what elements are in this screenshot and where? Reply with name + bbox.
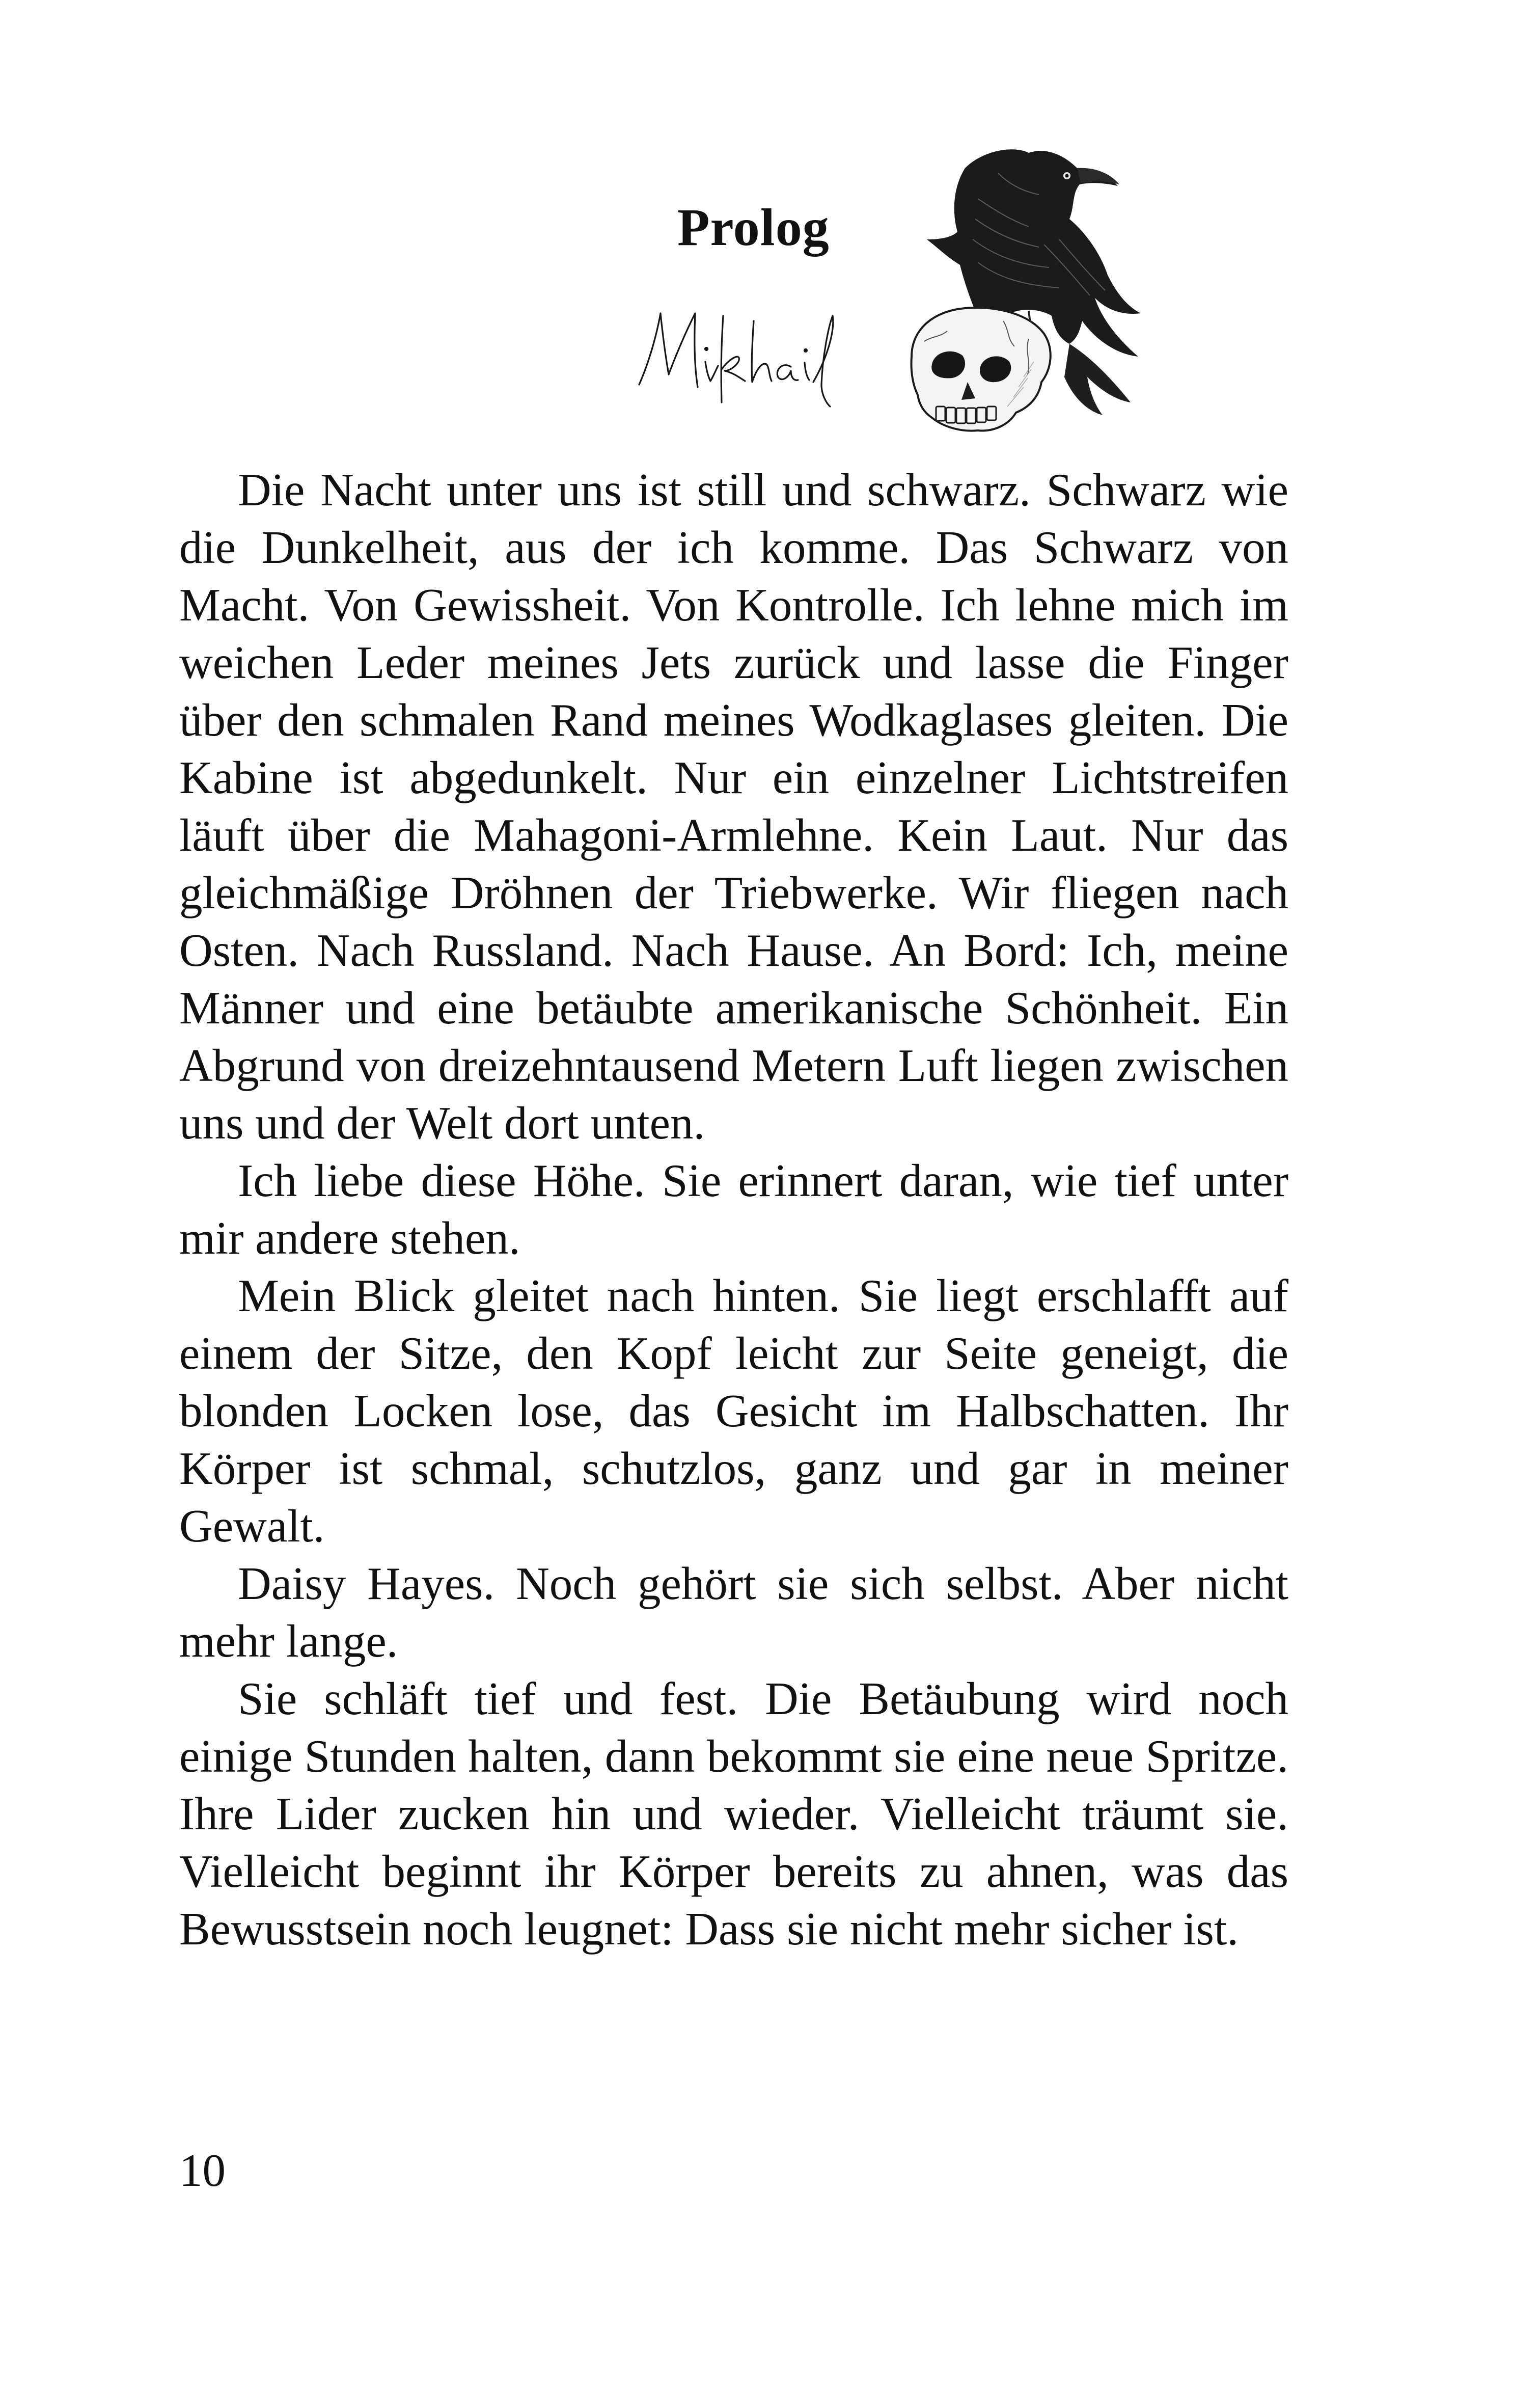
skull-icon — [912, 308, 1051, 431]
paragraph: Sie schläft tief und fest. Die Betäubung wird noch einige Stunden halten, dann bekommt sie eine neue Spritze. Ihre Lider zucken hin und wieder. Vielleicht träumt sie. Vielleicht beginnt ihr Körper bereits zu ahnen, was das Bewusstsein noch leugnet: Dass sie nicht mehr sicher ist. — [179, 1673, 1288, 1955]
chapter-title: Prolog — [677, 198, 830, 257]
body-text — [179, 461, 1288, 1958]
paragraph: Mein Blick gleitet nach hinten. Sie liegt erschlafft auf einem der Sitze, den Kopf leicht zur Seite geneigt, die blonden Locken lose, das Gesicht im Halbschatten. Ihr Körper ist schmal, schutzlos, ganz und gar in meiner Gewalt. — [179, 1270, 1288, 1552]
signature-mikhail — [629, 285, 858, 408]
paragraph: Die Nacht unter uns ist still und schwarz. Schwarz wie die Dunkelheit, aus der ich komme. Das Schwarz von Macht. Von Gewissheit. Von Kontrolle. Ich lehne mich im weichen Leder meines Jets zurück und lasse die Finger über den schmalen Rand meines Wodkaglases gleiten. Die Kabine ist abgedunkelt. Nur ein einzelner Lichtstreifen läuft über die Mahagoni-Armlehne. Kein Laut. Nur das gleichmäßige Dröhnen der Triebwerke. Wir fliegen nach Osten. Nach Russland. Nach Hause. An Bord: Ich, meine Männer und eine betäubte amerikanische Schönheit. Ein Abgrund von dreizehntausend Metern Luft liegen zwischen uns und der Welt dort unten. — [179, 464, 1288, 1149]
paragraph: Ich liebe diese Höhe. Sie erinnert daran, wie tief unter mir andere stehen. — [179, 1155, 1288, 1264]
page-number: 10 — [179, 2145, 226, 2196]
paragraph: Daisy Hayes. Noch gehört sie sich selbst. Aber nicht mehr lange. — [179, 1558, 1288, 1667]
raven-tail — [1064, 344, 1131, 415]
raven-on-skull-illustration — [876, 138, 1181, 448]
